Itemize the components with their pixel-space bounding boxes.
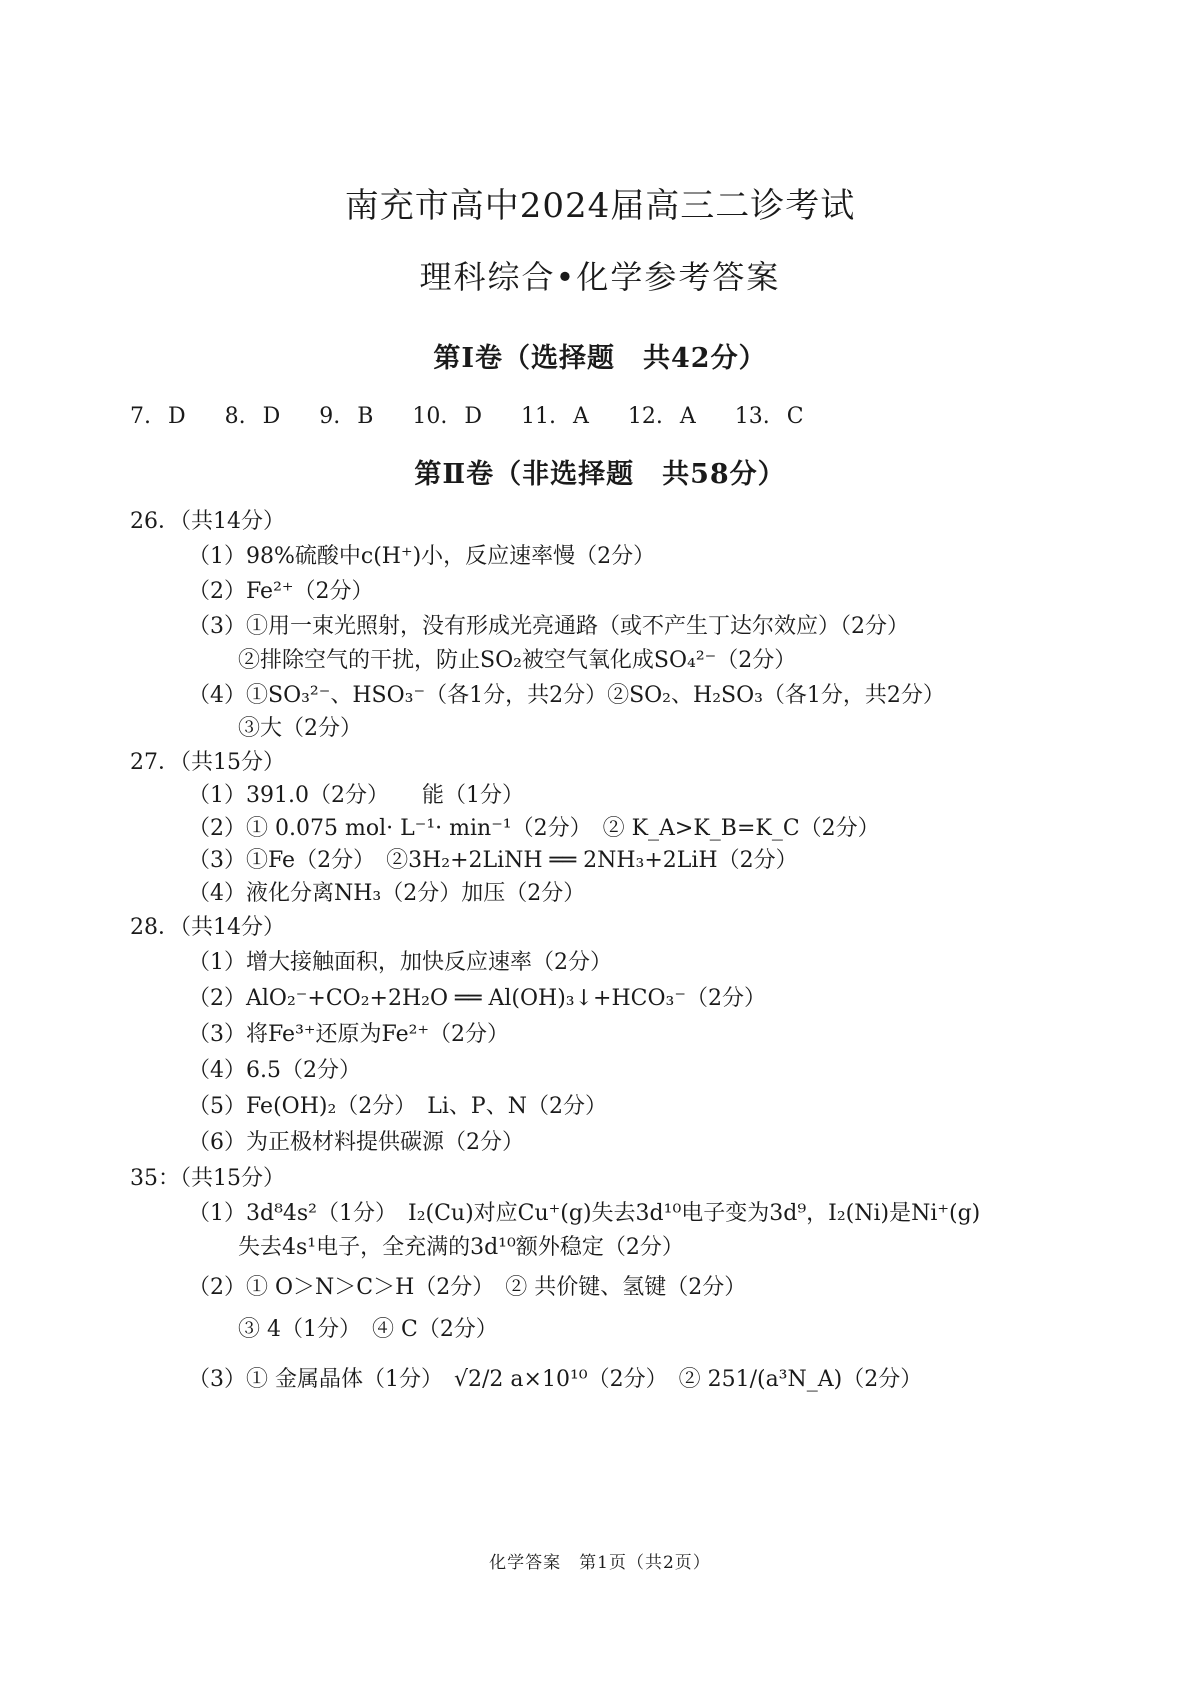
q35-answer-3: （3）① 金属晶体（1分） √2/2 a×10¹⁰（2分） ② 251/(a³N_A)（2分） — [188, 1367, 923, 1392]
q35-answer-1b: 失去4s¹电子，全充满的3d¹⁰额外稳定（2分） — [238, 1235, 684, 1260]
q26-answer-3: （3）①用一束光照射，没有形成光亮通路（或不产生丁达尔效应）（2分） — [188, 614, 909, 639]
q27-answer-4: （4）液化分离NH₃（2分）加压（2分） — [188, 881, 586, 906]
page-subtitle: 理科综合•化学参考答案 — [419, 258, 781, 296]
q35-answer-1: （1）3d⁸4s²（1分） I₂(Cu)对应Cu⁺(g)失去3d¹⁰电子变为3d⁹，I₂(Ni)是Ni⁺(g) — [188, 1201, 981, 1226]
q26-answer-3b: ②排除空气的干扰，防止SO₂被空气氧化成SO₄²⁻（2分） — [238, 648, 797, 673]
mc-answer: 10. D — [412, 404, 483, 429]
q35-answer-2b: ③ 4（1分） ④ C（2分） — [238, 1317, 498, 1342]
q27-answer-1: （1）391.0（2分） 能（1分） — [188, 783, 524, 808]
q27-heading: 27．（共15分） — [130, 750, 285, 775]
q28-answer-4: （4）6.5（2分） — [188, 1058, 361, 1083]
q27-answer-3: （3）①Fe（2分） ②3H₂+2LiNH ══ 2NH₃+2LiH（2分） — [188, 848, 798, 873]
q28-answer-6: （6）为正极材料提供碳源（2分） — [188, 1130, 524, 1155]
section-1-heading: 第Ⅰ卷（选择题 共42分） — [433, 343, 767, 374]
q35-answer-2: （2）① O＞N＞C＞H（2分） ② 共价键、氢键（2分） — [188, 1275, 747, 1300]
q26-heading: 26．（共14分） — [130, 509, 285, 534]
mc-answer: 12. A — [627, 404, 696, 429]
page-title: 南充市高中2024届高三二诊考试 — [344, 186, 856, 226]
q28-answer-2: （2）AlO₂⁻+CO₂+2H₂O ══ Al(OH)₃↓+HCO₃⁻（2分） — [188, 986, 766, 1011]
q26-answer-4: （4）①SO₃²⁻、HSO₃⁻（各1分，共2分）②SO₂、H₂SO₃（各1分，共2分） — [188, 683, 945, 708]
q28-answer-5: （5）Fe(OH)₂（2分） Li、P、N（2分） — [188, 1094, 607, 1119]
mc-answer: 7. D — [130, 404, 186, 429]
section-2-heading: 第Ⅱ卷（非选择题 共58分） — [414, 459, 786, 490]
q28-answer-3: （3）将Fe³⁺还原为Fe²⁺（2分） — [188, 1022, 510, 1047]
page-footer: 化学答案 第1页（共2页） — [489, 1553, 711, 1573]
multiple-choice-answers — [130, 404, 826, 429]
q28-answer-1: （1）增大接触面积，加快反应速率（2分） — [188, 950, 612, 975]
mc-answer: 11. A — [521, 404, 589, 429]
q35-heading: 35：（共15分） — [130, 1166, 285, 1191]
mc-answer: 9. B — [319, 404, 374, 429]
q27-answer-2: （2）① 0.075 mol· L⁻¹· min⁻¹（2分） ② K_A>K_B=K_C（2分） — [188, 816, 880, 841]
q26-answer-1: （1）98%硫酸中c(H⁺)小，反应速率慢（2分） — [188, 544, 656, 569]
q28-heading: 28．（共14分） — [130, 915, 285, 940]
mc-answer: 13. C — [734, 404, 804, 429]
q26-answer-2: （2）Fe²⁺（2分） — [188, 579, 374, 604]
mc-answer: 8. D — [224, 404, 281, 429]
q26-answer-4b: ③大（2分） — [238, 716, 362, 741]
